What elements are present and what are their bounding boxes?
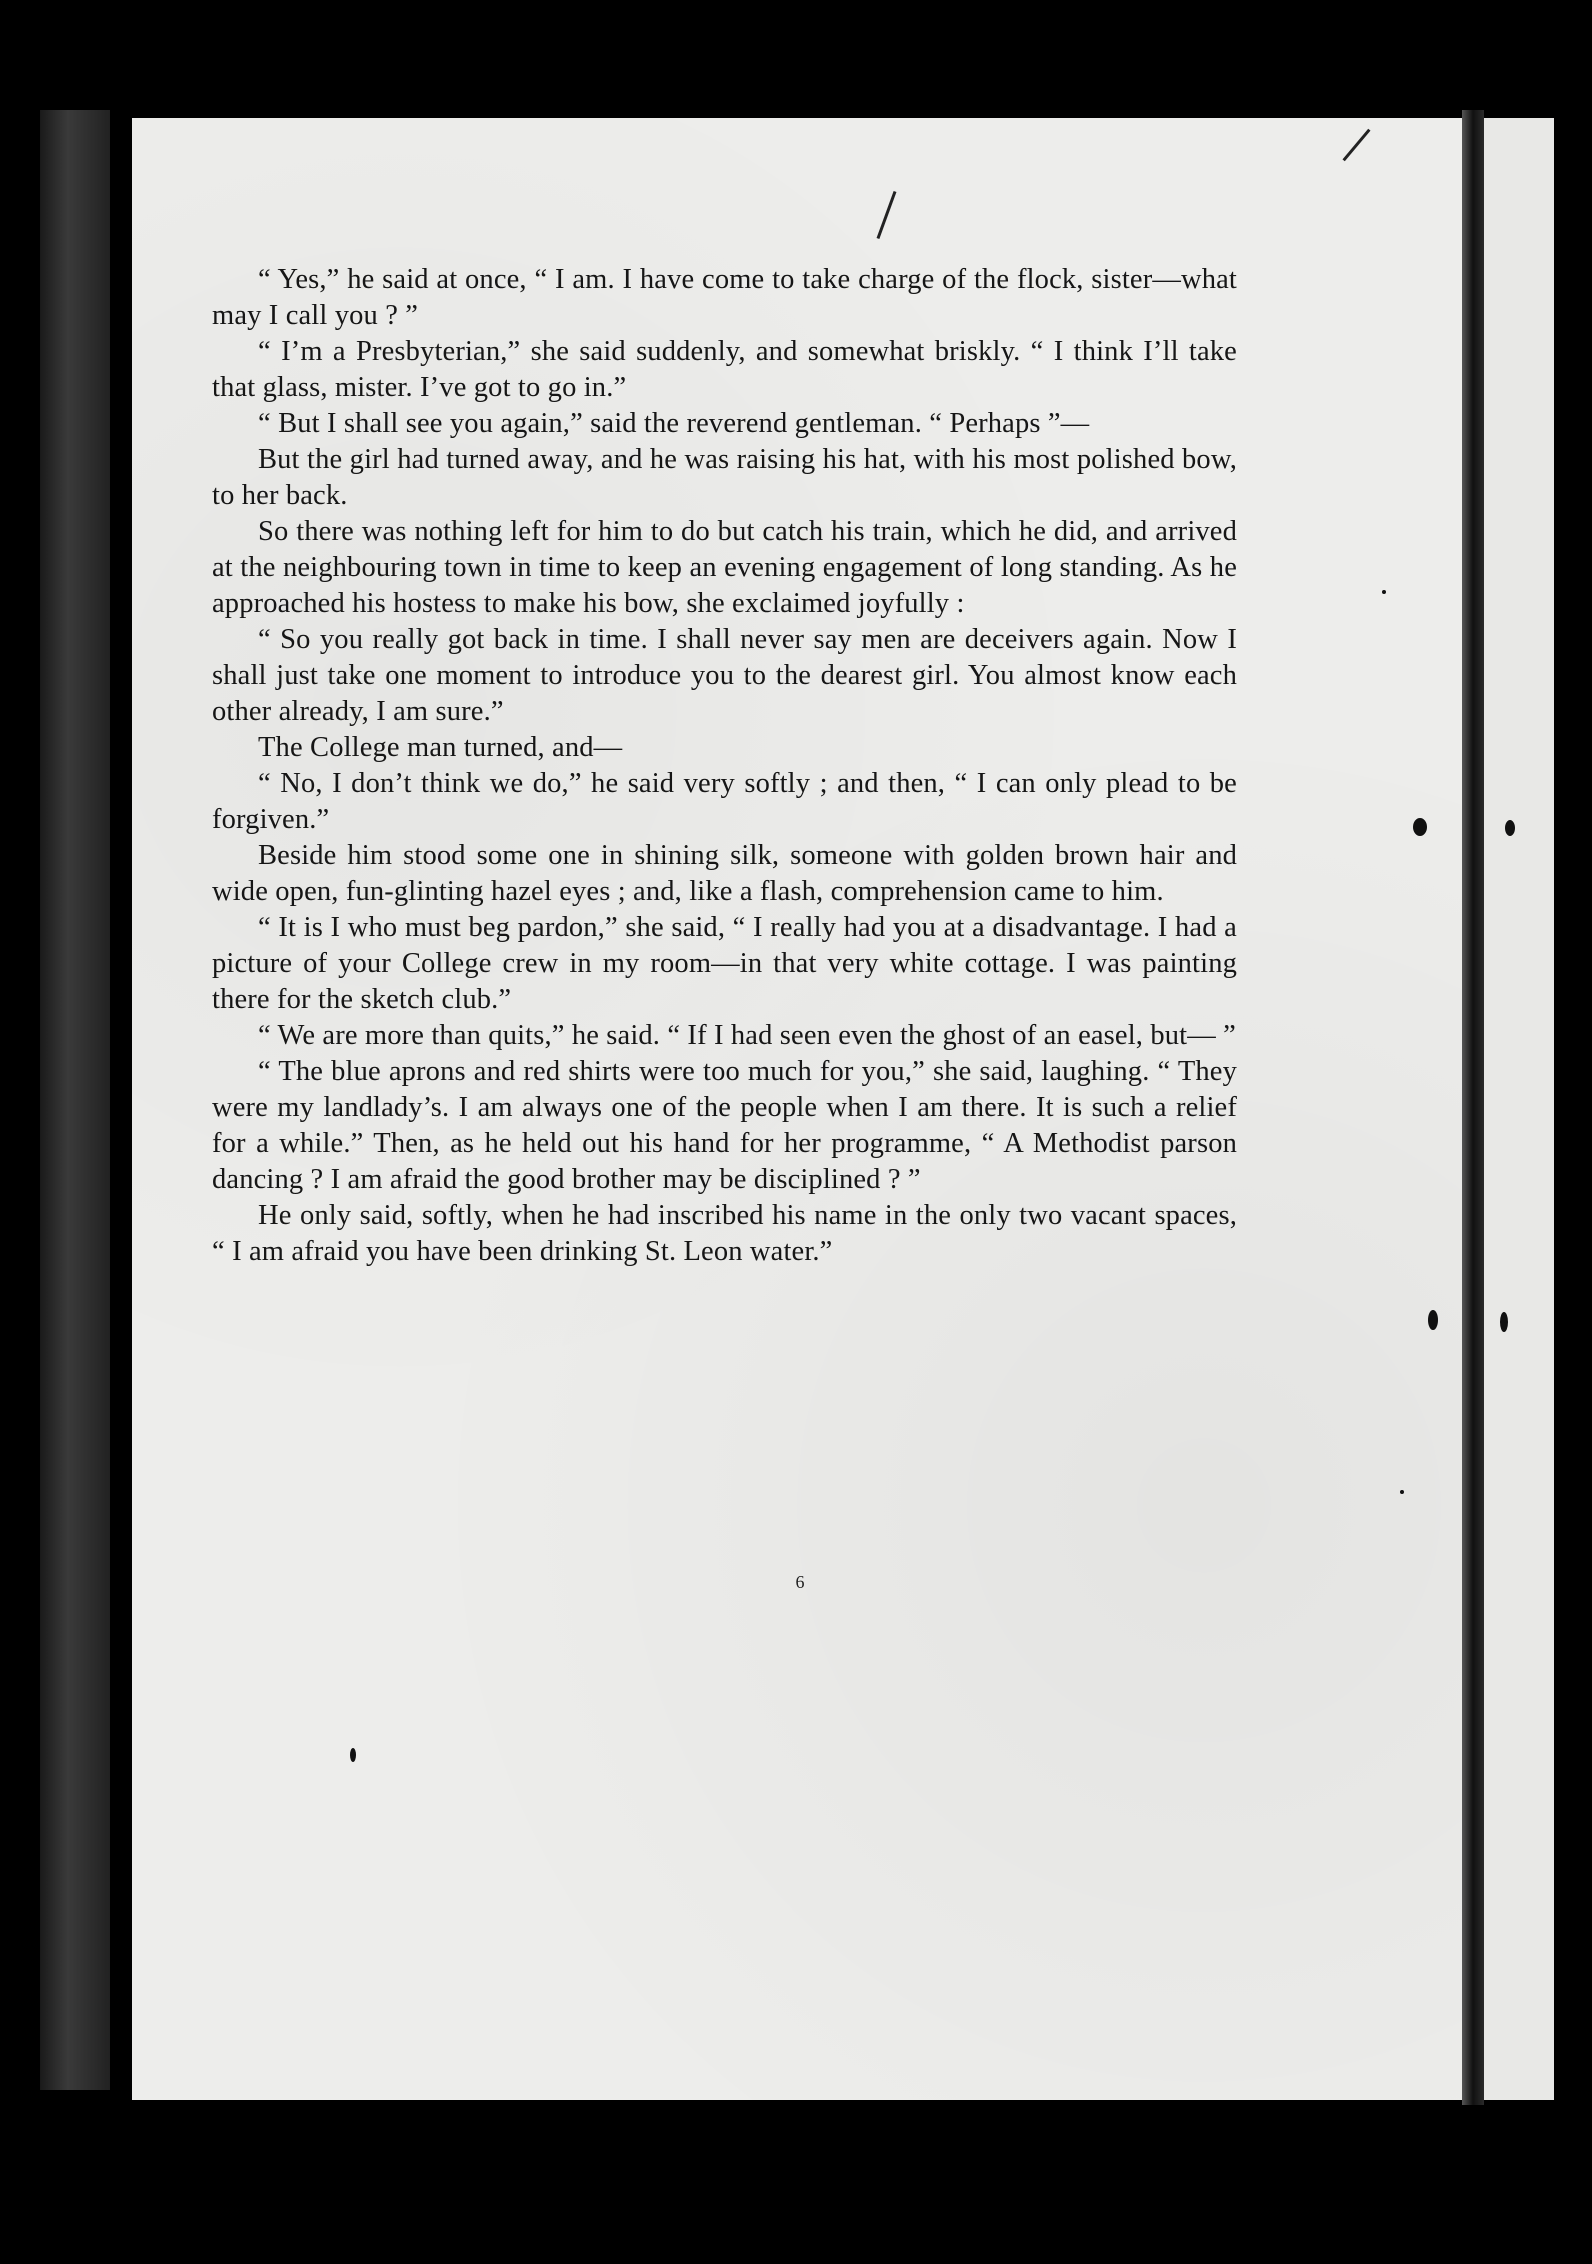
page-body-text (212, 262, 1237, 1270)
paragraph: “ So you really got back in time. I shall never say men are deceivers again. Now I shall just take one moment to introduce you to the dearest girl. You almost know each other already, I am sure.” (212, 624, 1237, 727)
ink-speck (1400, 1490, 1404, 1494)
ink-speck (1382, 590, 1386, 594)
ink-speck (1413, 818, 1427, 836)
ink-speck (1428, 1310, 1438, 1330)
ink-speck (350, 1748, 356, 1762)
page-number: 6 (795, 1572, 805, 1592)
paragraph: “ I’m a Presbyterian,” she said suddenly, and somewhat briskly. “ I think I’ll take that glass, mister. I’ve got to go in.” (212, 336, 1237, 403)
paragraph: “ Yes,” he said at once, “ I am. I have come to take charge of the flock, sister—what may I call you ? ” (212, 264, 1237, 331)
paragraph: Beside him stood some one in shining silk, someone with golden brown hair and wide open, fun-glinting hazel eyes ; and, like a flash, comprehension came to him. (212, 840, 1237, 907)
paragraph: “ The blue aprons and red shirts were too much for you,” she said, laughing. “ They were my landlady’s. I am always one of the people when I am there. It is such a relief for a while.” Then, as he held out his hand for her programme, “ A Methodist parson dancing ? I am afraid the good brother may be disciplined ? ” (212, 1056, 1237, 1195)
paragraph: So there was nothing left for him to do but catch his train, which he did, and arrived at the neighbouring town in time to keep an evening engagement of long standing. As he approached his hostess to make his bow, she exclaimed joyfully : (212, 516, 1237, 619)
paragraph: “ But I shall see you again,” said the reverend gentleman. “ Perhaps ”— (258, 408, 1090, 439)
paragraph: The College man turned, and— (258, 732, 623, 763)
paragraph: “ We are more than quits,” he said. “ If I had seen even the ghost of an easel, but— ” (258, 1020, 1236, 1051)
paragraph: “ No, I don’t think we do,” he said very softly ; and then, “ I can only plead to be forgiven.” (212, 768, 1237, 835)
paragraph: He only said, softly, when he had inscribed his name in the only two vacant spaces, “ I am afraid you have been drinking St. Leon water.” (212, 1200, 1237, 1267)
paragraph: “ It is I who must beg pardon,” she said, “ I really had you at a disadvantage. I had a picture of your College crew in my room—in that very white cottage. I was painting there for the sketch club.” (212, 912, 1237, 1015)
left-binding-edge (40, 110, 110, 2090)
ink-speck (1500, 1312, 1508, 1332)
adjacent-page-edge (1484, 118, 1554, 2100)
right-binding-gutter (1462, 110, 1484, 2105)
paragraph: But the girl had turned away, and he was raising his hat, with his most polished bow, to her back. (212, 444, 1237, 511)
ink-speck (1505, 820, 1515, 836)
